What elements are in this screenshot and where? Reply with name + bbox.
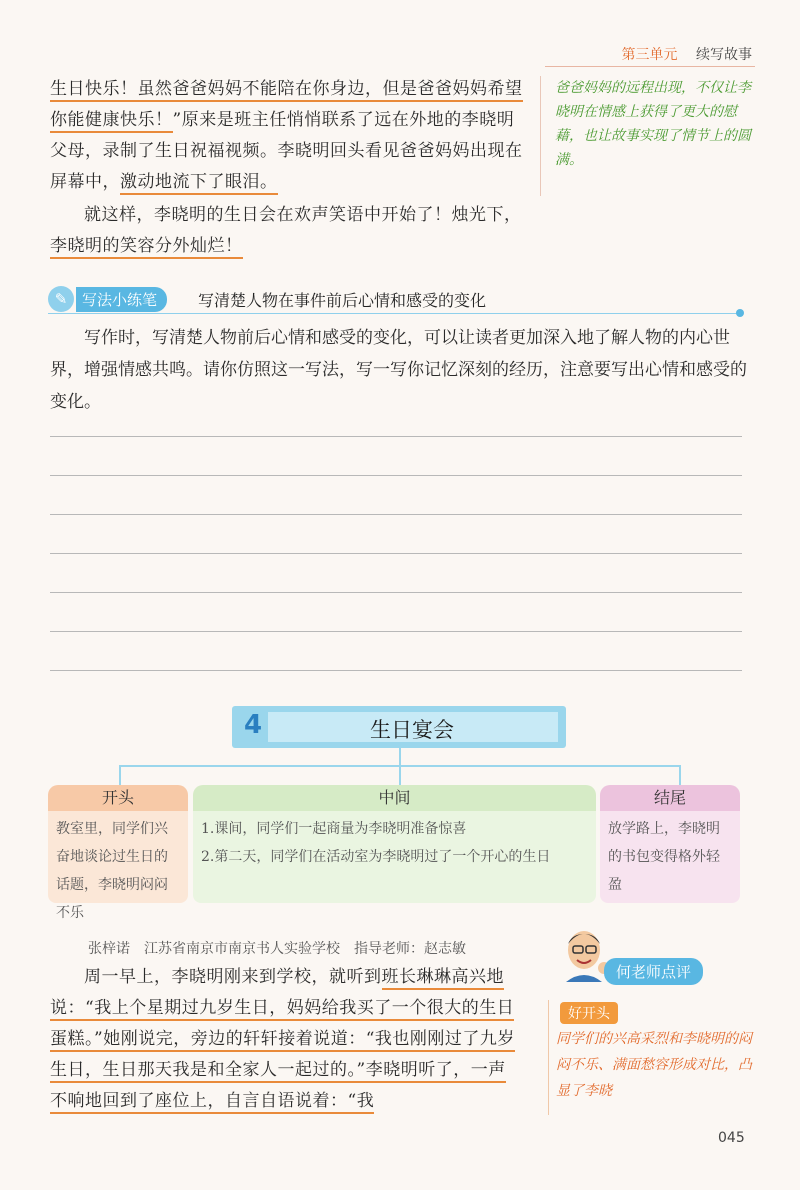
writing-line[interactable] xyxy=(50,514,742,515)
outline-item: 教室里，同学们兴奋地谈论过生日的话题，李晓明闷闷不乐 xyxy=(56,821,168,921)
outline-head-end: 结尾 xyxy=(600,785,740,811)
story-text: 周一早上，李晓明刚来到学校，就听到 xyxy=(84,967,382,987)
side-divider xyxy=(540,76,541,196)
page-header xyxy=(622,44,752,64)
outline-head-middle: 中间 xyxy=(193,785,596,811)
writing-line[interactable] xyxy=(50,631,742,632)
story-text: ”原来是班主任悄悄联系了远在外地的李晓明父母，录制了生日祝福视频。李晓明回头看见爸爸妈妈出现在屏幕中， xyxy=(50,110,523,192)
side-note: 爸爸妈妈的远程出现，不仅让李晓明在情感上获得了更大的慰藉，也让故事实现了情节上的圆满。 xyxy=(555,80,751,168)
comment-tag: 好开头 xyxy=(560,1002,618,1024)
teacher-comment-label: 何老师点评 xyxy=(604,958,703,985)
section-heading: 生日宴会 xyxy=(370,718,454,742)
story-paragraph-1 xyxy=(50,74,530,198)
story-text: 就这样，李晓明的生日会在欢声笑语中开始了！烛光下， xyxy=(84,205,522,225)
highlight-text: 李晓明的笑容分外灿烂！ xyxy=(50,236,243,259)
teacher-comment-text: 同学们的兴高采烈和李晓明的闷闷不乐、满面愁容形成对比，凸显了李晓 xyxy=(556,1031,752,1099)
outline-body-start xyxy=(48,811,188,921)
comment-divider xyxy=(548,1000,549,1115)
story-paragraph-3 xyxy=(50,962,520,1117)
highlight-text: 李晓明听了，一声不响地回到了座位上，自言自语说着：“我 xyxy=(50,1060,506,1114)
outline-item: 1.课间，同学们一起商量为李晓明准备惊喜 xyxy=(201,821,467,837)
writing-practice-title: 写清楚人物在事件前后心情和感受的变化 xyxy=(198,291,487,310)
writing-line[interactable] xyxy=(50,592,742,593)
page-number: 045 xyxy=(718,1130,745,1146)
outline-item: 2.第二天，同学们在活动室为李晓明过了一个开心的生日 xyxy=(201,849,551,865)
highlight-text: 班长琳琳高兴地说：“我上个星期过九岁生日，妈妈给我买了一个很大的生日蛋糕。”她刚说完，旁边的轩轩接着说道：“我也刚刚过了九岁生日，生日那天我是和全家人一起过的。” xyxy=(50,967,515,1083)
unit-label: 第三单元 xyxy=(621,47,678,63)
outline-head-start: 开头 xyxy=(48,785,188,811)
rule-end-dot xyxy=(736,309,744,317)
highlight-text: 激动地流下了眼泪。 xyxy=(120,172,278,195)
section-number: 4 xyxy=(244,710,263,740)
highlight-text: 生日快乐！虽然爸爸妈妈不能陪在你身边，但是爸爸妈妈希望你能健康快乐！ xyxy=(50,79,523,133)
outline-body-middle xyxy=(193,811,596,903)
writing-line[interactable] xyxy=(50,436,742,437)
story-paragraph-2 xyxy=(50,200,530,262)
writing-practice-rule xyxy=(48,313,740,314)
writing-line[interactable] xyxy=(50,670,742,671)
writing-line[interactable] xyxy=(50,553,742,554)
writing-practice-label: 写法小练笔 xyxy=(76,287,167,312)
outline-connector xyxy=(0,748,800,788)
pen-icon: ✎ xyxy=(48,286,74,312)
author-line: 张梓诺 江苏省南京市南京书人实验学校 指导老师：赵志敏 xyxy=(88,941,466,957)
outline-item: 放学路上，李晓明的书包变得格外轻盈 xyxy=(608,821,720,893)
header-rule xyxy=(545,66,755,67)
outline-body-end xyxy=(600,811,740,903)
writing-line[interactable] xyxy=(50,475,742,476)
writing-practice-body: 写作时，写清楚人物前后心情和感受的变化，可以让读者更加深入地了解人物的内心世界，增强情感共鸣。请你仿照这一写法，写一写你记忆深刻的经历，注意要写出心情和感受的变化。 xyxy=(50,328,747,412)
section-title: 续写故事 xyxy=(696,47,752,63)
